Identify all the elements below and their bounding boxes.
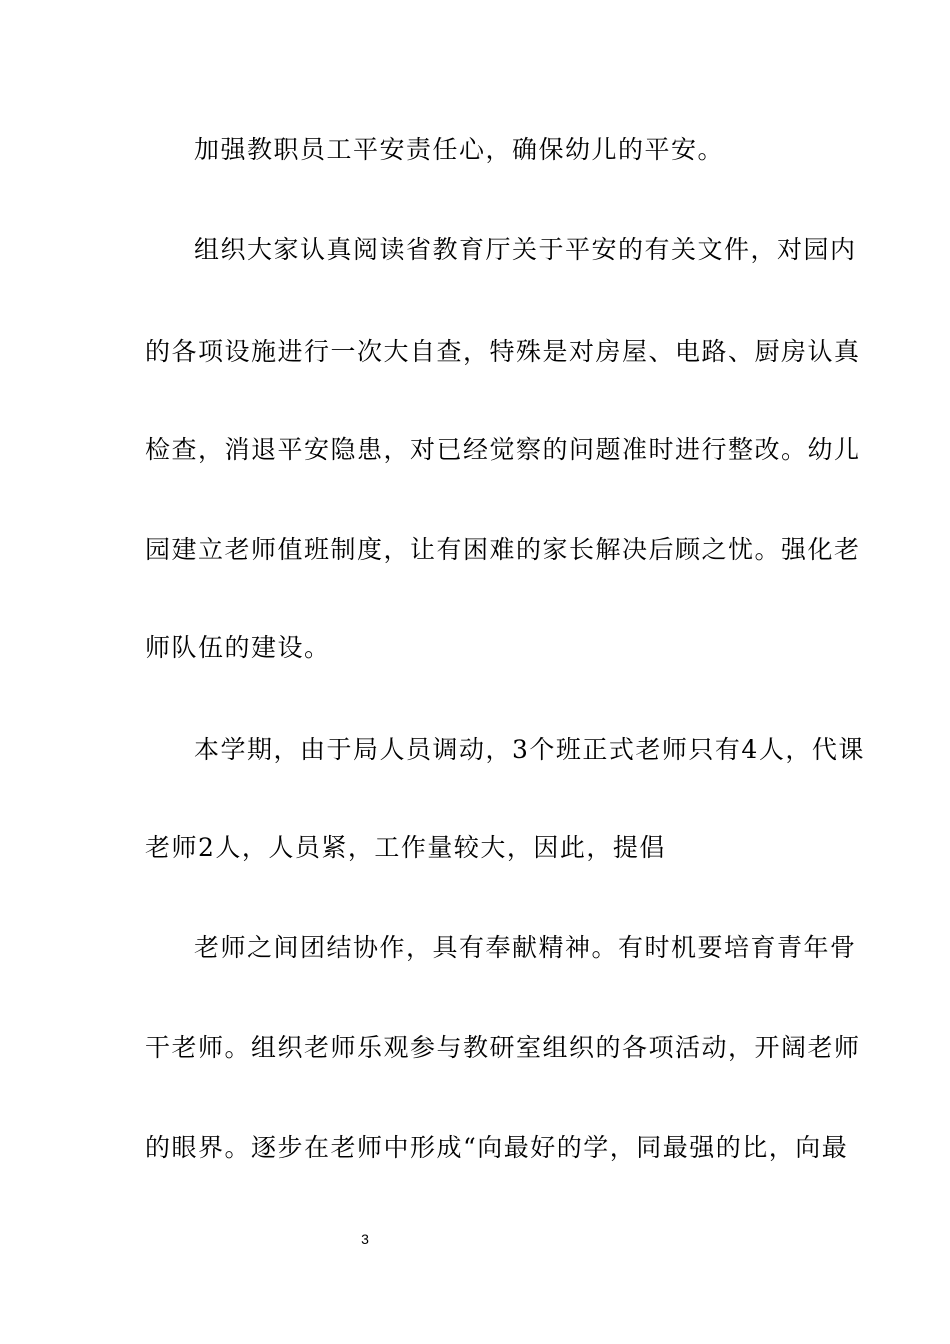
paragraph-line: 检查，消退平安隐患，对已经觉察的问题准时进行整改。幼儿 bbox=[145, 435, 861, 464]
paragraph-line: 加强教职员工平安责任心，确保幼儿的平安。 bbox=[194, 135, 725, 164]
paragraph-line: 园建立老师值班制度，让有困难的家长解决后顾之忧。强化老 bbox=[145, 535, 861, 564]
paragraph-line: 干老师。组织老师乐观参与教研室组织的各项活动，开阔老师 bbox=[145, 1033, 861, 1062]
paragraph-line: 老师2人，人员紧，工作量较大，因此，提倡 bbox=[145, 833, 666, 862]
paragraph-line: 组织大家认真阅读省教育厅关于平安的有关文件，对园内 bbox=[194, 235, 857, 264]
paragraph-line: 的眼界。逐步在老师中形成“向最好的学，同最强的比，向最 bbox=[145, 1133, 849, 1162]
page-number: 3 bbox=[361, 1231, 369, 1247]
paragraph-line: 师队伍的建设。 bbox=[145, 633, 331, 662]
paragraph-line: 老师之间团结协作，具有奉献精神。有时机要培育青年骨 bbox=[194, 933, 857, 962]
paragraph-line: 本学期，由于局人员调动，3个班正式老师只有4人，代课 bbox=[194, 735, 865, 764]
paragraph-line: 的各项设施进行一次大自查，特殊是对房屋、电路、厨房认真 bbox=[145, 337, 861, 366]
